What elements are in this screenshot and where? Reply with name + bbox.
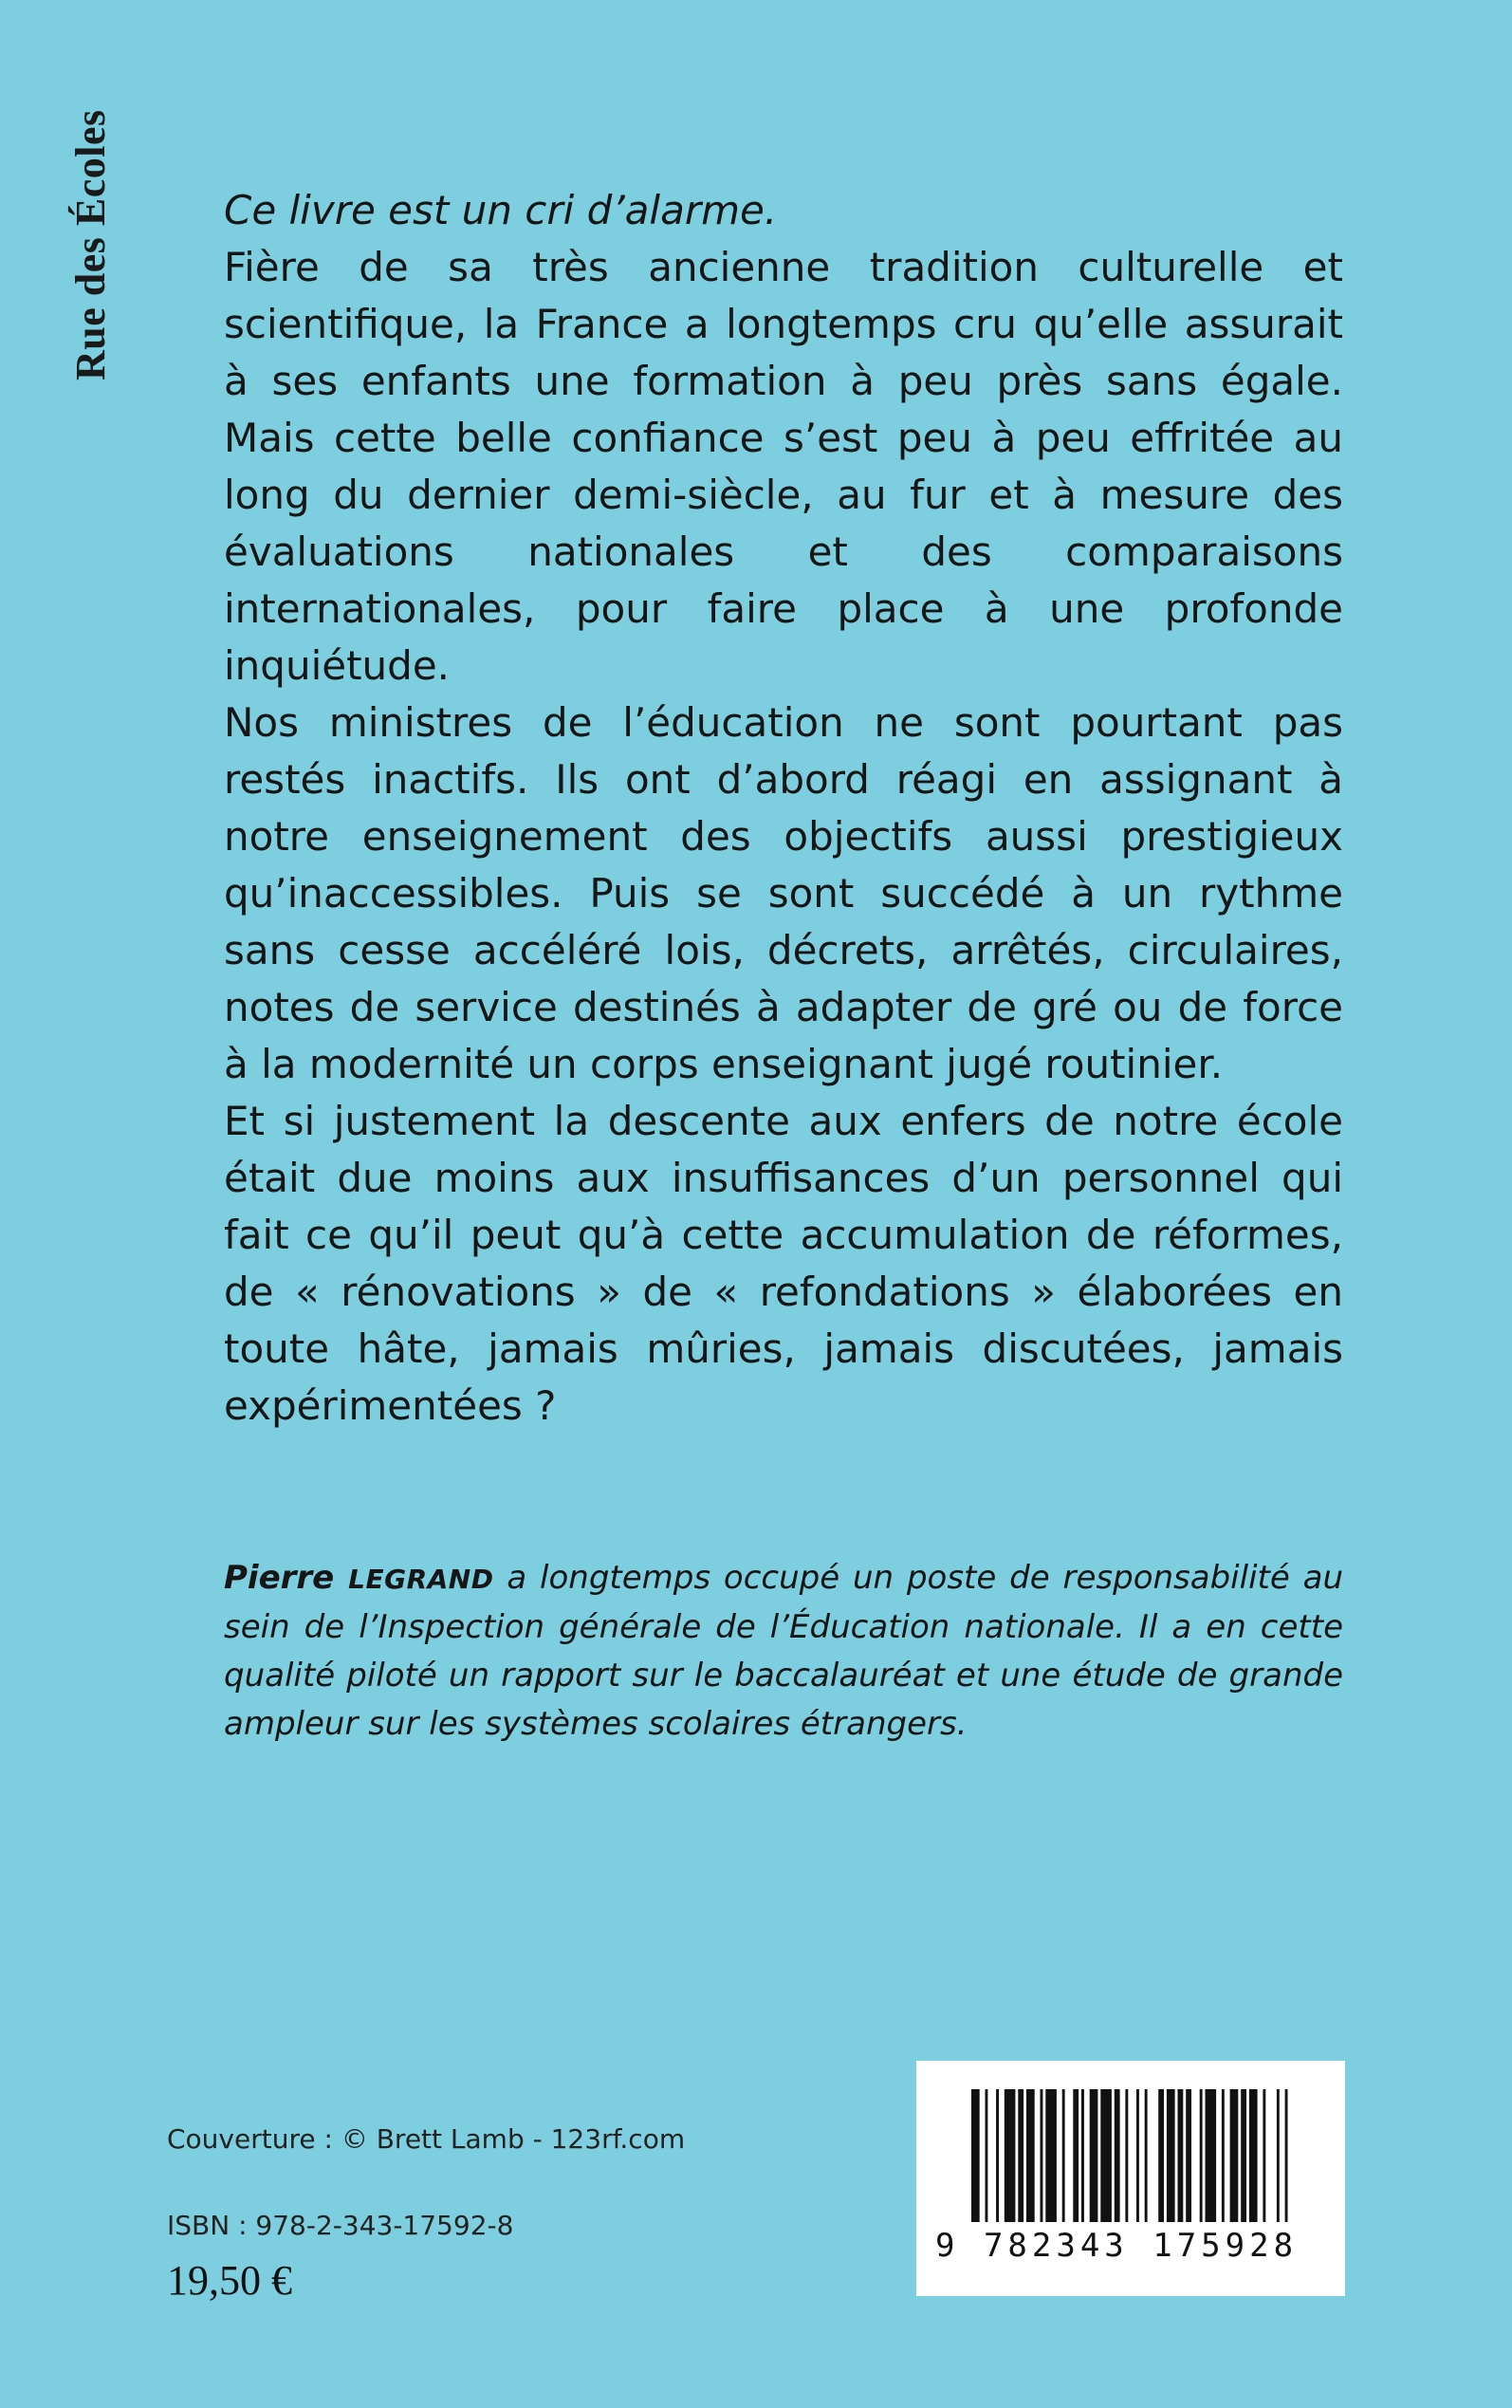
isbn: ISBN : 978-2-343-17592-8	[167, 2210, 514, 2241]
blurb-paragraph-1: Fière de sa très ancienne tradition culturelle et scientifique, la France a longtemps cru qu’elle assurait à ses enfants une formation à peu près sans égale. Mais cette belle confiance s’est peu à peu effritée au long du dernier demi-siècle, au fur et à mesure des évaluations nationales et des comparaisons internationales, pour faire place à une profonde inquiétude.	[224, 244, 1343, 689]
author-bio	[224, 1554, 1343, 1749]
barcode-digits: 9 782343 175928	[935, 2227, 1299, 2265]
blurb-lead: Ce livre est un cri d’alarme.	[224, 187, 778, 233]
blurb-paragraph-2: Nos ministres de l’éducation ne sont pourtant pas restés inactifs. Ils ont d’abord réagi en assignant à notre enseignement des objectifs aussi prestigieux qu’inaccessibles. Puis se sont succédé à un rythme sans cesse accéléré lois, décrets, arrêtés, circulaires, notes de service destinés à adapter de gré ou de force à la modernité un corps enseignant jugé routinier.	[224, 699, 1343, 1087]
spine-collection-title: Rue des Écoles	[67, 109, 114, 380]
author-name	[224, 1559, 493, 1597]
blurb-paragraph-3: Et si justement la descente aux enfers de notre école était due moins aux insuffisances d’un personnel qui fait ce qu’il peut qu’à cette accumulation de réformes, de « rénovations » de « refondations » élaborées en toute hâte, jamais mûries, jamais discutées, jamais expérimentées ?	[224, 1098, 1343, 1429]
author-last-name: LEGRAND	[348, 1564, 494, 1595]
author-first-name: Pierre	[224, 1559, 335, 1597]
author-bio-text: a longtemps occupé un poste de responsabilité au sein de l’Inspection générale de l’Éducation nationale. Il a en cette qualité piloté un rapport sur le baccalauréat et une étude de grande ampleur sur les systèmes scolaires étrangers.	[224, 1559, 1344, 1743]
cover-credit: Couverture : © Brett Lamb - 123rf.com	[167, 2123, 686, 2155]
price: 19,50 €	[167, 2257, 292, 2304]
back-cover-blurb	[224, 182, 1343, 1435]
barcode	[916, 2061, 1345, 2296]
